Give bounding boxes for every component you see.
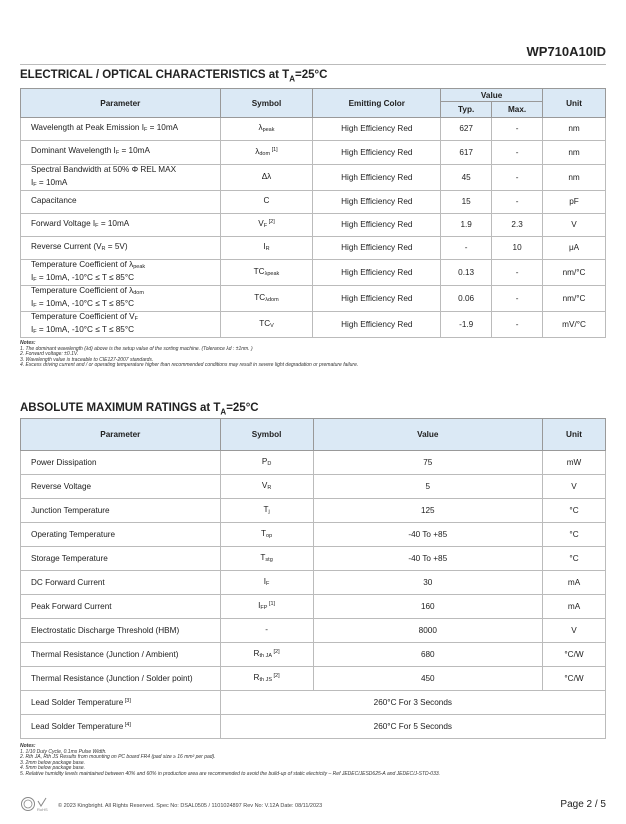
- table-row: [21, 312, 606, 338]
- amr-notes: [20, 744, 440, 778]
- parameter-cell: Peak Forward Current: [21, 595, 221, 619]
- col-header-value: Value: [313, 419, 543, 451]
- table-row: [21, 547, 606, 571]
- typ-value-cell: 0.06: [441, 286, 492, 312]
- unit-cell: mA: [543, 571, 606, 595]
- symbol-cell: C: [220, 191, 313, 214]
- symbol-cell: TCV: [220, 312, 313, 338]
- table-row: [21, 715, 606, 739]
- symbol-cell: PD: [220, 451, 313, 475]
- max-value-cell: 2.3: [492, 214, 543, 237]
- symbol-cell: VF [2]: [220, 214, 313, 237]
- col-header-typ: Typ.: [441, 102, 492, 118]
- col-header-emitting-color: Emitting Color: [313, 89, 441, 118]
- parameter-cell: Temperature Coefficient of λpeak IF = 10mA, -10°C ≤ T ≤ 85°C: [21, 260, 221, 286]
- parameter-cell: Spectral Bandwidth at 50% Φ REL MAX IF = 10mA: [21, 165, 221, 191]
- svg-text:RoHS: RoHS: [37, 807, 48, 812]
- typ-value-cell: 1.9: [441, 214, 492, 237]
- symbol-cell: -: [220, 619, 313, 643]
- note-line: 2. Rth JA, Rth JS Results from mounting on PC board FR4 (pad size ≥ 16 mm² per pad).: [20, 754, 216, 761]
- rohs-logo-icon: [20, 796, 54, 814]
- value-cell: 8000: [313, 619, 543, 643]
- emitting-color-cell: High Efficiency Red: [313, 260, 441, 286]
- symbol-cell: Δλ: [220, 165, 313, 191]
- unit-cell: °C/W: [543, 667, 606, 691]
- col-header-parameter: Parameter: [21, 419, 221, 451]
- value-cell: 125: [313, 499, 543, 523]
- parameter-cell: Temperature Coefficient of λdom IF = 10mA, -10°C ≤ T ≤ 85°C: [21, 286, 221, 312]
- unit-cell: V: [543, 214, 606, 237]
- amr-section-title: ABSOLUTE MAXIMUM RATINGS at $T_A=25^\circ C$: [20, 402, 259, 417]
- electrical-optical-table: [20, 88, 606, 338]
- unit-cell: μA: [543, 237, 606, 260]
- symbol-cell: TCλpeak: [220, 260, 313, 286]
- table-row: [21, 165, 606, 191]
- symbol-cell: Tstg: [220, 547, 313, 571]
- typ-value-cell: 45: [441, 165, 492, 191]
- emitting-color-cell: High Efficiency Red: [313, 286, 441, 312]
- table-row: [21, 118, 606, 141]
- unit-cell: nm: [543, 118, 606, 141]
- notes-title: Notes:: [20, 340, 36, 346]
- copyright-spec: © 2023 Kingbright. All Rights Reserved. Spec No: DSAL0505 / 1101024897 Rev No: V.12A Date: 08/11/2023: [58, 803, 323, 809]
- notes-title: Notes:: [20, 743, 36, 749]
- max-value-cell: -: [492, 191, 543, 214]
- unit-cell: pF: [543, 191, 606, 214]
- emitting-color-cell: High Efficiency Red: [313, 237, 441, 260]
- part-number: WP710A10ID: [526, 44, 606, 59]
- table-row: [21, 286, 606, 312]
- unit-cell: mV/°C: [543, 312, 606, 338]
- value-cell: 75: [313, 451, 543, 475]
- unit-cell: nm/°C: [543, 260, 606, 286]
- symbol-cell: TCλdom: [220, 286, 313, 312]
- emitting-color-cell: High Efficiency Red: [313, 214, 441, 237]
- note-line: 2. Forward voltage: ±0.1V.: [20, 351, 79, 358]
- value-cell: -40 To +85: [313, 547, 543, 571]
- table-row: [21, 475, 606, 499]
- max-value-cell: 10: [492, 237, 543, 260]
- table-row: [21, 191, 606, 214]
- value-cell: 30: [313, 571, 543, 595]
- value-cell: 260°C For 5 Seconds: [220, 715, 605, 739]
- symbol-cell: Tj: [220, 499, 313, 523]
- unit-cell: °C: [543, 499, 606, 523]
- note-line: 4. 5mm below package base.: [20, 765, 86, 772]
- table-row: [21, 643, 606, 667]
- max-value-cell: -: [492, 312, 543, 338]
- col-header-max: Max.: [492, 102, 543, 118]
- col-header-symbol: Symbol: [220, 419, 313, 451]
- table-row: [21, 595, 606, 619]
- emitting-color-cell: High Efficiency Red: [313, 141, 441, 165]
- col-header-parameter: Parameter: [21, 89, 221, 118]
- unit-cell: V: [543, 475, 606, 499]
- note-line: 4. Excess driving current and / or operating temperature higher than recommended conditions may result in severe light degradation or premature failure.: [20, 362, 359, 369]
- table-row: [21, 571, 606, 595]
- max-value-cell: -: [492, 260, 543, 286]
- parameter-cell: Reverse Current (VR = 5V): [21, 237, 221, 260]
- value-cell: 680: [313, 643, 543, 667]
- value-cell: 450: [313, 667, 543, 691]
- unit-cell: °C: [543, 547, 606, 571]
- parameter-cell: Forward Voltage IF = 10mA: [21, 214, 221, 237]
- symbol-cell: λdom [1]: [220, 141, 313, 165]
- typ-value-cell: 627: [441, 118, 492, 141]
- symbol-cell: λpeak: [220, 118, 313, 141]
- max-value-cell: -: [492, 286, 543, 312]
- col-header-symbol: Symbol: [220, 89, 313, 118]
- symbol-cell: IF: [220, 571, 313, 595]
- emitting-color-cell: High Efficiency Red: [313, 191, 441, 214]
- parameter-cell: Capacitance: [21, 191, 221, 214]
- max-value-cell: -: [492, 118, 543, 141]
- unit-cell: mW: [543, 451, 606, 475]
- typ-value-cell: -1.9: [441, 312, 492, 338]
- parameter-cell: Lead Solder Temperature [3]: [21, 691, 221, 715]
- unit-cell: nm: [543, 141, 606, 165]
- table-row: [21, 237, 606, 260]
- value-cell: 260°C For 3 Seconds: [220, 691, 605, 715]
- header-divider: [20, 64, 606, 65]
- note-line: 1. 1/10 Duty Cycle, 0.1ms Pulse Width.: [20, 748, 107, 755]
- table-row: [21, 619, 606, 643]
- table-row: [21, 451, 606, 475]
- typ-value-cell: 0.13: [441, 260, 492, 286]
- emitting-color-cell: High Efficiency Red: [313, 118, 441, 141]
- parameter-cell: Electrostatic Discharge Threshold (HBM): [21, 619, 221, 643]
- unit-cell: °C/W: [543, 643, 606, 667]
- parameter-cell: Storage Temperature: [21, 547, 221, 571]
- parameter-cell: Dominant Wavelength IF = 10mA: [21, 141, 221, 165]
- parameter-cell: Thermal Resistance (Junction / Solder point): [21, 667, 221, 691]
- symbol-cell: IR: [220, 237, 313, 260]
- symbol-cell: Rth JS [2]: [220, 667, 313, 691]
- unit-cell: nm: [543, 165, 606, 191]
- table-row: [21, 141, 606, 165]
- note-line: 3. 2mm below package base.: [20, 759, 86, 766]
- table-row: [21, 214, 606, 237]
- note-line: 5. Relative humidity levels maintained between 40% and 60% in production area are recommended to avoid the build-up of static electricity – Ref JEDEC/JESD625-A and JEDEC/J-STD-033.: [20, 770, 441, 777]
- value-cell: 160: [313, 595, 543, 619]
- parameter-cell: Reverse Voltage: [21, 475, 221, 499]
- eo-section-title: ELECTRICAL / OPTICAL CHARACTERISTICS at $T_A=25^\circ C$: [20, 69, 328, 84]
- value-cell: 5: [313, 475, 543, 499]
- table-row: [21, 691, 606, 715]
- unit-cell: mA: [543, 595, 606, 619]
- page-number: Page 2 / 5: [560, 799, 606, 810]
- parameter-cell: Thermal Resistance (Junction / Ambient): [21, 643, 221, 667]
- symbol-cell: Top: [220, 523, 313, 547]
- emitting-color-cell: High Efficiency Red: [313, 312, 441, 338]
- symbol-cell: Rth JA [2]: [220, 643, 313, 667]
- parameter-cell: DC Forward Current: [21, 571, 221, 595]
- parameter-cell: Junction Temperature: [21, 499, 221, 523]
- typ-value-cell: -: [441, 237, 492, 260]
- absolute-maximum-ratings-table: [20, 418, 606, 739]
- symbol-cell: IFP [1]: [220, 595, 313, 619]
- note-line: 3. Wavelength value is traceable to CIE127-2007 standards.: [20, 356, 154, 363]
- parameter-cell: Lead Solder Temperature [4]: [21, 715, 221, 739]
- eo-notes: [20, 341, 358, 369]
- table-row: [21, 260, 606, 286]
- unit-cell: nm/°C: [543, 286, 606, 312]
- table-row: [21, 499, 606, 523]
- unit-cell: °C: [543, 523, 606, 547]
- parameter-cell: Wavelength at Peak Emission IF = 10mA: [21, 118, 221, 141]
- col-header-unit: Unit: [543, 419, 606, 451]
- symbol-cell: VR: [220, 475, 313, 499]
- col-header-unit: Unit: [543, 89, 606, 118]
- parameter-cell: Temperature Coefficient of VF IF = 10mA, -10°C ≤ T ≤ 85°C: [21, 312, 221, 338]
- parameter-cell: Operating Temperature: [21, 523, 221, 547]
- note-line: 1. The dominant wavelength (λd) above is the setup value of the sorting machine. (Tolerance λd : ±1nm. ): [20, 345, 253, 352]
- max-value-cell: -: [492, 141, 543, 165]
- table-row: [21, 523, 606, 547]
- typ-value-cell: 617: [441, 141, 492, 165]
- max-value-cell: -: [492, 165, 543, 191]
- table-row: [21, 667, 606, 691]
- value-cell: -40 To +85: [313, 523, 543, 547]
- parameter-cell: Power Dissipation: [21, 451, 221, 475]
- emitting-color-cell: High Efficiency Red: [313, 165, 441, 191]
- unit-cell: V: [543, 619, 606, 643]
- typ-value-cell: 15: [441, 191, 492, 214]
- col-header-value: Value: [441, 89, 543, 102]
